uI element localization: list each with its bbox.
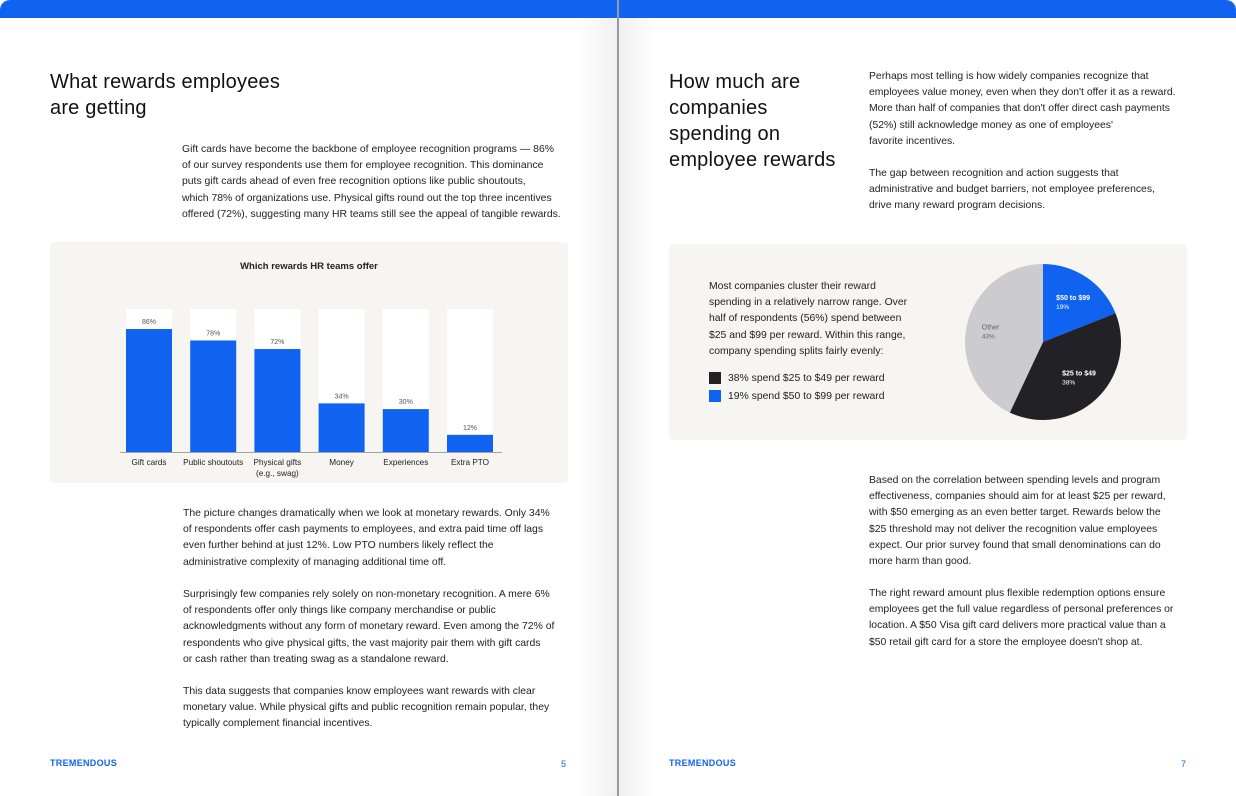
pie-slice-value: 43% [981,333,995,341]
bar-value-label: 86% [141,319,157,327]
legend-item-50-99: 19% spend $50 to $99 per reward [709,390,885,402]
category-label: Gift cards [131,458,167,467]
right-paragraph-2: Based on the correlation between spending levels and program effectiveness, companies should aim for at least $25 per reward, with $50 emerging as an even better target. Rewards below the $25 threshold may not deliver the recognition value employees expect. Our prior survey found that small denominations can do more harm than good. [869,475,1166,568]
bar-value-label: 30% [398,399,413,407]
category-label: Extra PTO [450,458,490,467]
left-title-line: are getting [50,97,147,119]
book-spine [617,0,619,796]
pie-slice-label: $50 to $99 [1056,295,1091,303]
pie-chart [943,244,1143,440]
category-label: (e.g., swag) [256,469,299,478]
pie-slice-value: 38% [1062,379,1076,387]
left-intro-paragraph: Gift cards have become the backbone of employee recognition programs — 86% of our survey respondents use them for employee recognition. This dominance puts gift cards ahead of even free recognition options like public shoutouts, which 78% of organizations use. Physical gifts round out the top three incentives offered (72%), suggesting many HR teams still see the appeal of tangible rewards. [182,144,561,220]
bar-value-label: 78% [206,330,221,338]
category-label: Public shoutouts [183,458,244,467]
bar-value-label: 34% [334,393,349,401]
bar [126,329,172,452]
pie-slice-label: $25 to $49 [1062,370,1096,378]
legend-swatch [709,390,721,402]
bar-chart [50,242,568,483]
right-page [618,18,1235,796]
right-intro-paragraph-2: The gap between recognition and action suggests that administrative and budget barriers, not employee preferences, drive many reward program decisions. [869,168,1155,212]
left-page [0,18,617,796]
right-page-title: How much are companies spending on employee rewards [669,71,836,171]
pie-chart-panel [669,244,1187,440]
bar [254,349,300,452]
left-paragraph-2: The picture changes dramatically when we look at monetary rewards. Only 34% of respondents offer cash payments to employees, and extra paid time off lags even further behind at just 12%. Low PTO numbers likely reflect the administrative complexity of managing additional time off. [183,508,550,568]
right-intro-paragraph-1: Perhaps most telling is how widely companies recognize that employees value money, even when they don't offer it as a reward. More than half of companies that don't offer direct cash payments (52%) still acknowledge money as one of employees' favorite incentives. [869,71,1176,147]
page-number: 7 [1181,759,1187,769]
category-label: Experiences [383,458,429,467]
pie-slice-label: Other [981,324,1000,332]
bar [190,340,236,452]
legend-swatch [709,372,721,384]
pie-slice-value: 19% [1056,304,1070,312]
bar-value-label: 72% [270,339,285,347]
legend-item-25-49: 38% spend $25 to $49 per reward [709,372,885,384]
bar-chart-panel [50,242,568,483]
right-paragraph-3: The right reward amount plus flexible redemption options ensure employees get the full value regardless of personal preferences or location. A $50 Visa gift card delivers more practical value than a $50 retail gift card for a store the employee doesn't shop at. [869,588,1174,648]
category-label: Money [329,458,354,467]
footer-brand-logo: TREMENDOUS [50,758,118,768]
left-paragraph-4: This data suggests that companies know employees want rewards with clear monetary value. While physical gifts and public recognition remain popular, they typically complement financial incentives. [183,686,550,730]
category-label: Physical gifts [253,458,302,467]
bar [383,409,429,452]
bar [319,403,365,452]
chart-title: Which rewards HR teams offer [240,261,378,272]
bar-value-label: 12% [462,424,478,432]
bar [447,435,493,452]
page-number: 5 [561,759,567,769]
left-title-line: What rewards employees [50,71,281,93]
pie-description: Most companies cluster their reward spending in a relatively narrow range. Over half of respondents (56%) spend between $25 and $99 per reward. Within this range, company spending splits fairly evenly: [709,281,908,357]
left-page-title [50,69,280,121]
left-paragraph-3: Surprisingly few companies rely solely on non-monetary recognition. A mere 6% of respondents offer only things like company merchandise or public acknowledgments without any form of monetary reward. Even among the 72% of respondents who give physical gifts, the vast majority pair them with gift cards or cash rather than treating swag as a standalone reward. [183,589,555,665]
footer-brand-logo: TREMENDOUS [669,758,737,768]
